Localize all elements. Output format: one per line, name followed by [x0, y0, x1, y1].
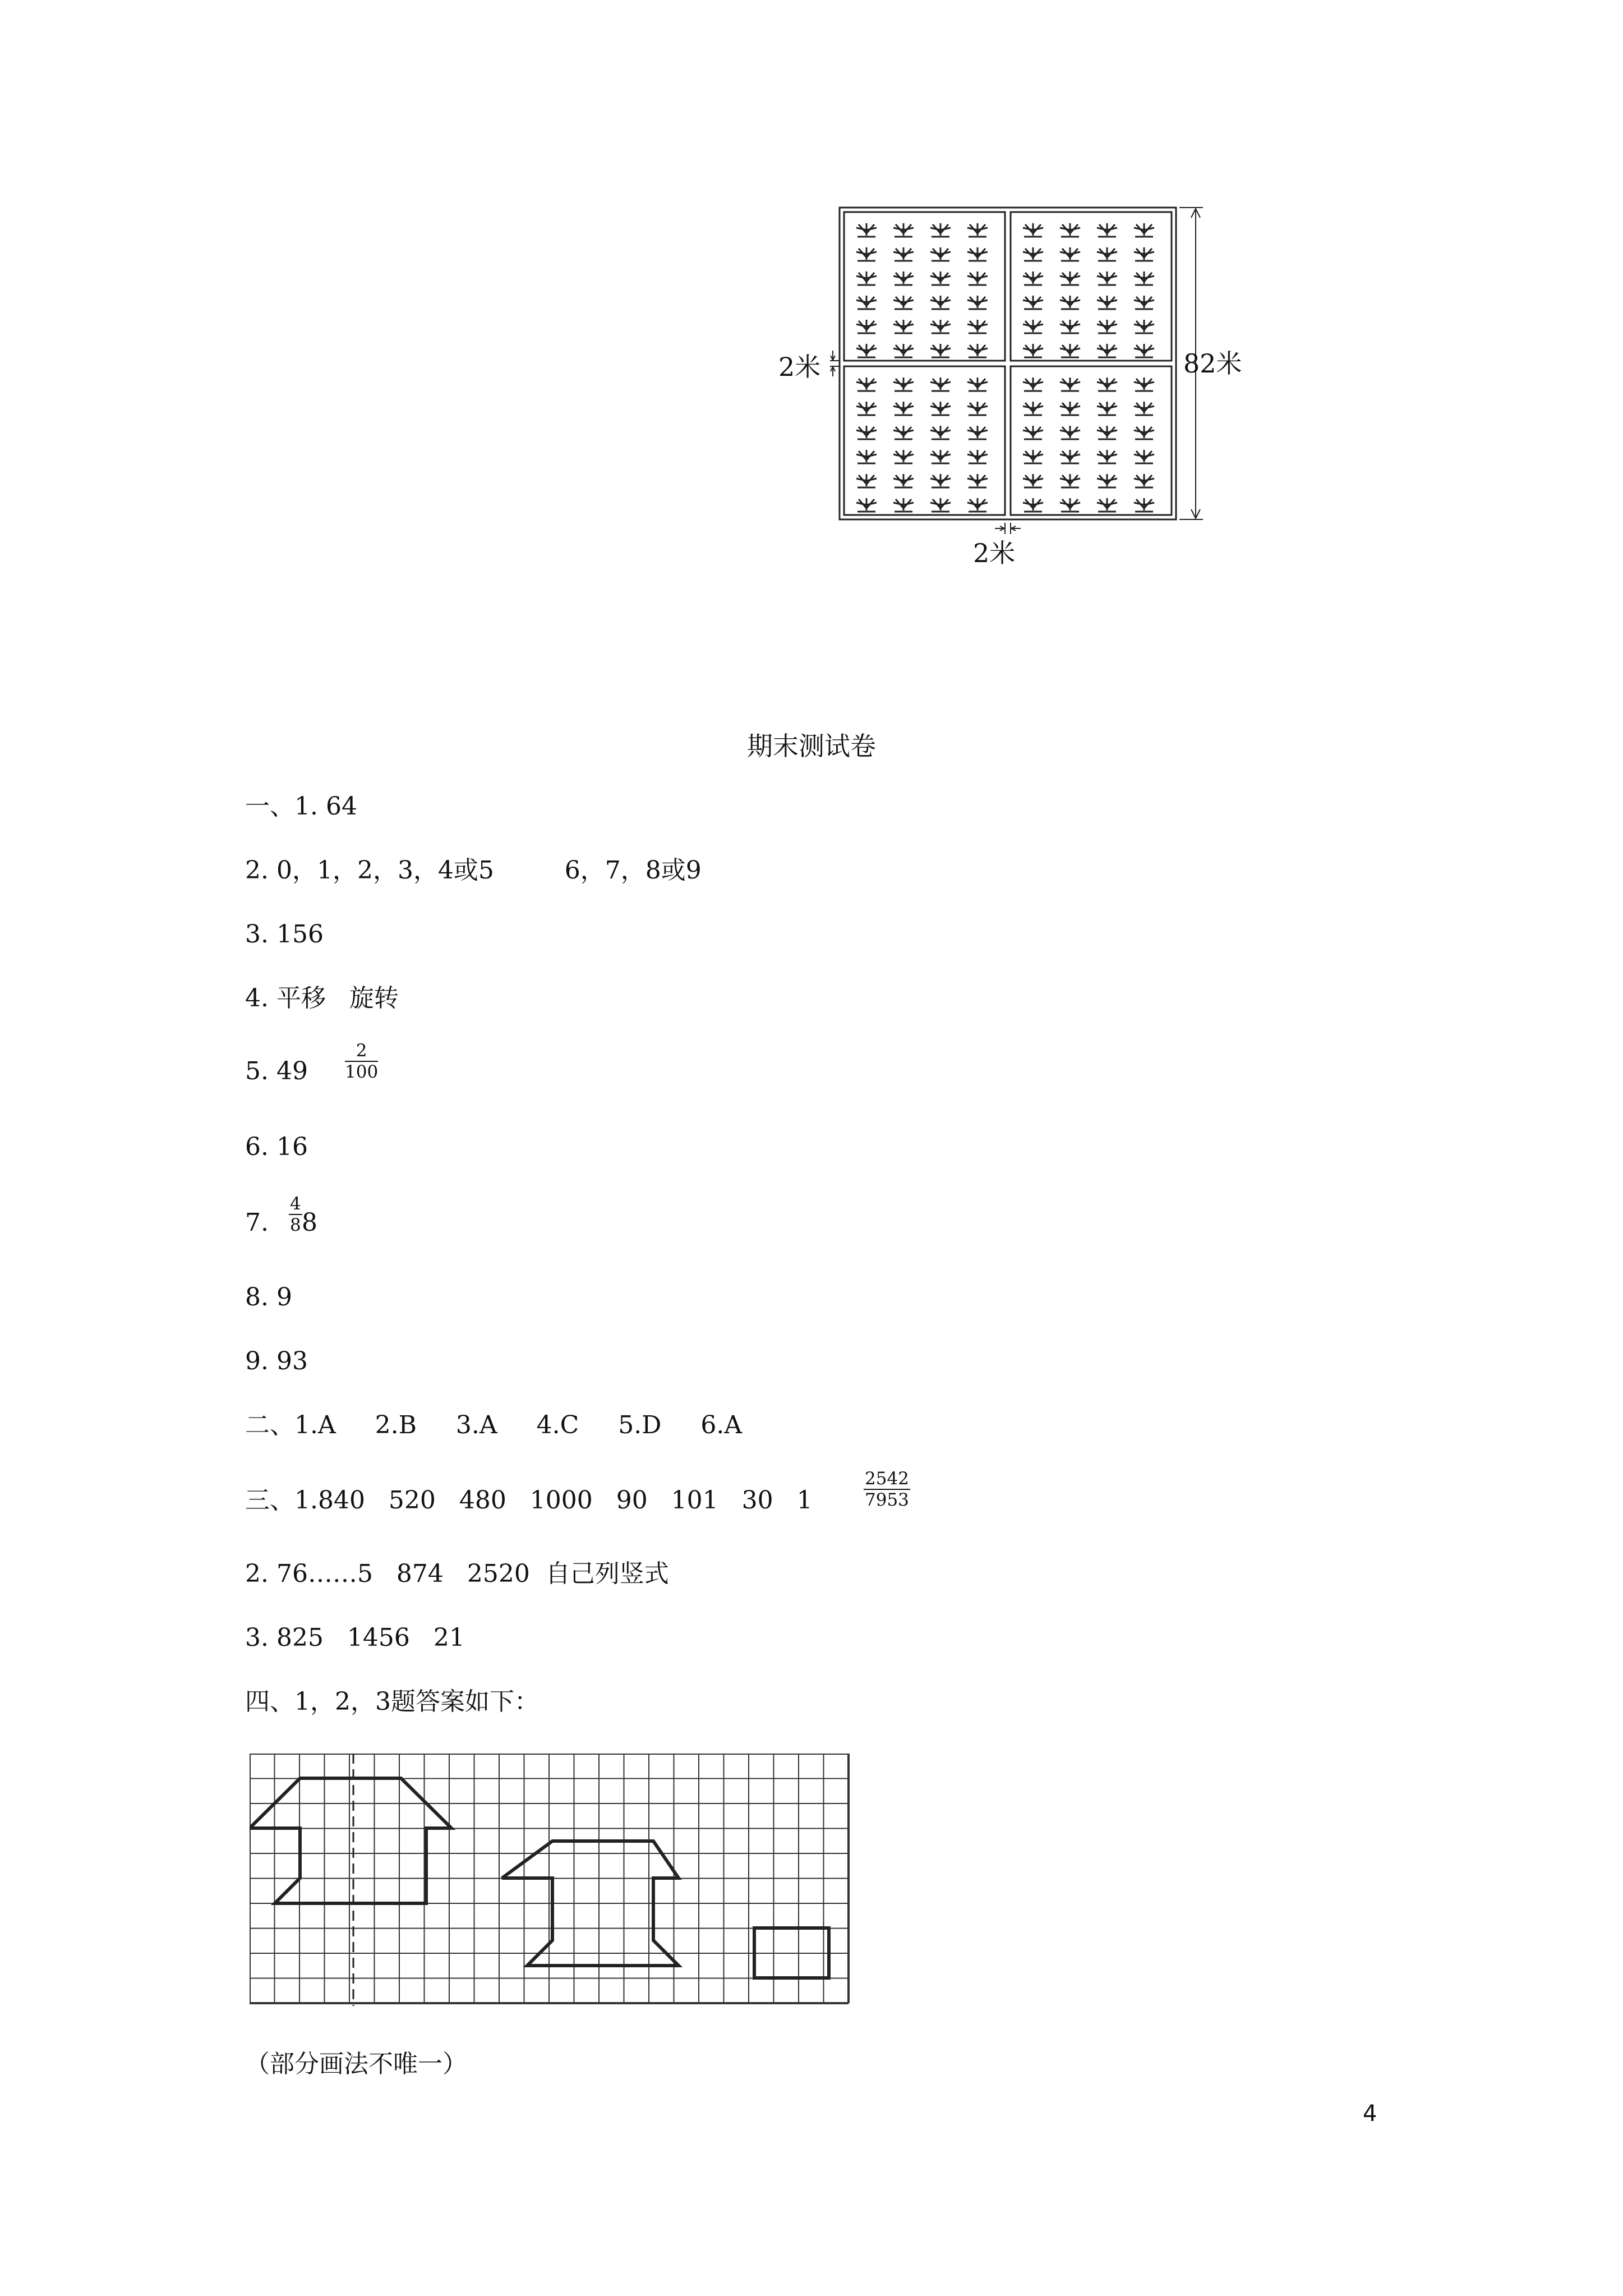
grass-tuft-icon [930, 498, 951, 512]
grass-tuft-icon [967, 344, 988, 357]
grass-tuft-icon [967, 296, 988, 309]
grass-tuft-icon [1060, 378, 1080, 391]
grid-diagram [250, 1754, 866, 2023]
grass-tuft-icon [930, 426, 951, 439]
grass-tuft-icon [1023, 320, 1043, 333]
answer-line: 6. 16 [245, 1133, 308, 1161]
fraction-denominator: 100 [345, 1062, 379, 1082]
grass-tuft-icon [1060, 223, 1080, 237]
fraction-numerator: 2 [345, 1041, 378, 1062]
grass-tuft-icon [967, 272, 988, 285]
grass-tuft-icon [856, 272, 877, 285]
grass-tuft-icon [1060, 320, 1080, 333]
grass-tuft-icon [1060, 296, 1080, 309]
grass-tuft-icon [893, 402, 914, 415]
grass-tuft-icon [1097, 402, 1117, 415]
grass-tuft-icon [856, 344, 877, 357]
grass-tuft-icon [1023, 378, 1043, 391]
grass-tuft-icon [930, 296, 951, 309]
grass-tuft-icon [930, 320, 951, 333]
grass-tuft-icon [893, 344, 914, 357]
answer-line: 8. 9 [245, 1283, 292, 1312]
grass-tuft-icon [856, 498, 877, 512]
grass-tuft-icon [1023, 296, 1043, 309]
grass-tuft-icon [1023, 474, 1043, 487]
answer-line: 9. 93 [245, 1347, 308, 1375]
note-text: （部分画法不唯一） [245, 2050, 467, 2078]
grass-tuft-icon [1097, 320, 1117, 333]
grass-tuft-icon [1134, 344, 1154, 357]
grass-tuft-icon [1134, 223, 1154, 237]
fraction-numerator: 4 [290, 1194, 301, 1214]
grass-tuft-icon [1134, 247, 1154, 261]
grass-tuft-icon [967, 247, 988, 261]
dimension-label-bottom: 2米 [973, 538, 1016, 568]
answer-line: 3. 825 1456 21 [245, 1623, 465, 1652]
grass-tuft-icon [856, 474, 877, 487]
grass-tuft-icon [930, 272, 951, 285]
grass-tuft-icon [1134, 378, 1154, 391]
grass-tuft-icon [1134, 320, 1154, 333]
grass-tuft-icon [1060, 426, 1080, 439]
grass-tuft-icon [1060, 247, 1080, 261]
grass-tuft-icon [1023, 344, 1043, 357]
grass-tuft-icon [1097, 498, 1117, 512]
dimension-label-left: 2米 [778, 352, 821, 382]
grass-tuft-icon [893, 498, 914, 512]
grass-tuft-icon [967, 474, 988, 487]
grass-tuft-icon [1097, 450, 1117, 463]
grass-tuft-icon [1060, 272, 1080, 285]
grass-tuft-icon [1023, 247, 1043, 261]
dimension-label-right: 82米 [1183, 348, 1242, 379]
grass-tuft-icon [1060, 344, 1080, 357]
grass-tuft-icon [930, 474, 951, 487]
fraction-denominator: 7953 [865, 1490, 909, 1510]
fraction-denominator: 8 [290, 1215, 301, 1235]
answer-line: 8 [302, 1208, 317, 1237]
grass-tuft-icon [1060, 498, 1080, 512]
grass-tuft-icon [893, 426, 914, 439]
grass-tuft-icon [1134, 426, 1154, 439]
fraction [864, 1469, 910, 1510]
grass-tuft-icon [1060, 450, 1080, 463]
grass-tuft-icon [856, 296, 877, 309]
grass-tuft-icon [1023, 223, 1043, 237]
grass-tuft-icon [893, 450, 914, 463]
answer-line: 4. 平移 旋转 [245, 984, 399, 1013]
answer-line: 7. [245, 1208, 269, 1237]
grass-tuft-icon [856, 426, 877, 439]
grass-tuft-icon [930, 344, 951, 357]
shape-original [250, 1778, 451, 1903]
grass-tuft-icon [967, 223, 988, 237]
answer-line: 2. 76……5 874 2520 自己列竖式 [245, 1559, 669, 1588]
grass-tuft-icon [1023, 450, 1043, 463]
fraction [289, 1194, 302, 1235]
grass-tuft-icon [967, 498, 988, 512]
grass-tuft-icon [1097, 296, 1117, 309]
grass-tuft-icon [1134, 474, 1154, 487]
grass-tuft-icon [856, 247, 877, 261]
grass-tuft-icon [1060, 474, 1080, 487]
field-diagram [768, 191, 1228, 583]
answer-line: 2. 0，1，2，3，4或5 6，7，8或9 [245, 856, 702, 885]
fraction-numerator: 2542 [865, 1469, 909, 1489]
grass-tuft-icon [1134, 296, 1154, 309]
page-number: 4 [1363, 2101, 1377, 2127]
grass-tuft-icon [967, 378, 988, 391]
grass-tuft-icon [967, 402, 988, 415]
grass-tuft-icon [893, 378, 914, 391]
answer-line: 3. 156 [245, 920, 324, 949]
grass-tuft-icon [967, 320, 988, 333]
grass-tuft-icon [930, 402, 951, 415]
grass-tuft-icon [856, 378, 877, 391]
grass-tuft-icon [1097, 272, 1117, 285]
answer-line: 二、1.A 2.B 3.A 4.C 5.D 6.A [245, 1411, 743, 1439]
grass-tuft-icon [893, 320, 914, 333]
grass-tuft-icon [1023, 402, 1043, 415]
grass-tuft-icon [1134, 402, 1154, 415]
answer-line: 四、1，2，3题答案如下： [245, 1687, 539, 1716]
grass-tuft-icon [1023, 272, 1043, 285]
grass-tuft-icon [930, 223, 951, 237]
fraction [345, 1041, 378, 1082]
grass-tuft-icon [967, 450, 988, 463]
grass-tuft-icon [1097, 223, 1117, 237]
grass-tuft-icon [856, 223, 877, 237]
grass-tuft-icon [1023, 426, 1043, 439]
grass-tuft-icon [930, 378, 951, 391]
grass-tuft-icon [967, 426, 988, 439]
grass-tuft-icon [1134, 450, 1154, 463]
grass-tuft-icon [1134, 272, 1154, 285]
grass-tuft-icon [1097, 378, 1117, 391]
answer-line: 三、1.840 520 480 1000 90 101 30 1 [245, 1486, 813, 1515]
shape-transformed [527, 1841, 679, 1990]
grass-tuft-icon [856, 450, 877, 463]
grass-tuft-icon [893, 247, 914, 261]
section-title: 期末测试卷 [747, 731, 876, 761]
grass-tuft-icon [893, 474, 914, 487]
grass-tuft-icon [893, 272, 914, 285]
answer-line: 5. 49 [245, 1057, 308, 1085]
grass-tuft-icon [1060, 402, 1080, 415]
grass-tuft-icon [1134, 498, 1154, 512]
grass-tuft-icon [1097, 344, 1117, 357]
grass-tuft-icon [856, 320, 877, 333]
grass-tuft-icon [930, 450, 951, 463]
grass-tuft-icon [1097, 426, 1117, 439]
grass-tuft-icon [856, 402, 877, 415]
grass-tuft-icon [1097, 247, 1117, 261]
grass-tuft-icon [1097, 474, 1117, 487]
grass-tuft-icon [930, 247, 951, 261]
answer-line: 一、1. 64 [245, 792, 357, 821]
grass-tuft-icon [1023, 498, 1043, 512]
grass-tuft-icon [893, 296, 914, 309]
grass-tuft-icon [893, 223, 914, 237]
